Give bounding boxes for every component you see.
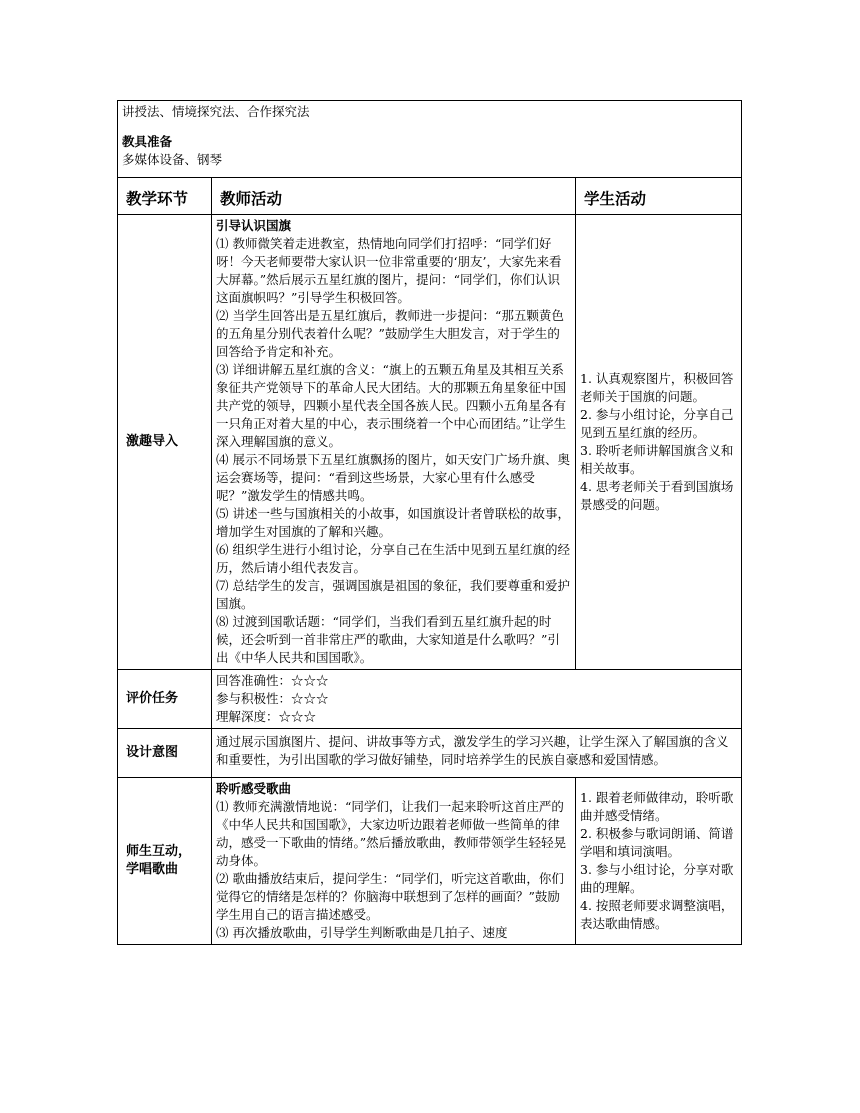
teaching-methods: 讲授法、情境探究法、合作探究法 xyxy=(122,104,310,119)
design-cell xyxy=(212,729,742,778)
section2-stage xyxy=(118,778,212,945)
section2-title: 聆听感受歌曲 xyxy=(216,781,292,796)
section1-teacher-step: ⑺ 总结学生的发言，强调国旗是祖国的象征，我们要尊重和爱护国旗。 xyxy=(216,578,570,611)
header-row xyxy=(118,178,742,215)
section2-stage-line2: 学唱歌曲 xyxy=(126,862,179,877)
section1-student-item: 1. 认真观察图片，积极回答老师关于国旗的问题。 xyxy=(580,371,734,404)
header-student: 学生活动 xyxy=(576,178,742,215)
section1-teacher-cell xyxy=(212,215,576,670)
section1-student-item: 2. 参与小组讨论，分享自己见到五星红旗的经历。 xyxy=(580,407,734,440)
section1-teacher-step: ⑴ 教师微笑着走进教室，热情地向同学们打招呼：“同学们好呀！今天老师要带大家认识一位非常重要的‘朋友’，大家先来看大屏幕。”然后展示五星红旗的图片，提问：“同学们，你们认识这面旗帜吗？”引导学生积极回答。 xyxy=(216,236,562,305)
lesson-plan-page xyxy=(117,100,741,945)
section2-teacher-step: ⑶ 再次播放歌曲，引导学生判断歌曲是几拍子、速度 xyxy=(216,925,508,940)
intro-row xyxy=(118,101,742,178)
section2-student-item: 2. 积极参与歌词朗诵、简谱学唱和填词演唱。 xyxy=(580,826,734,859)
section2-teacher-step: ⑴ 教师充满激情地说：“同学们，让我们一起来聆听这首庄严的《中华人民共和国国歌》，大家边听边跟着老师做一些简单的律动，感受一下歌曲的情绪。”然后播放歌曲，教师带领学生轻轻晃动身体。 xyxy=(216,799,567,868)
design-row xyxy=(118,729,742,778)
section1-teacher-step: ⑻ 过渡到国歌话题：“同学们，当我们看到五星红旗升起的时候，还会听到一首非常庄严的歌曲，大家知道是什么歌吗？”引出《中华人民共和国国歌》。 xyxy=(216,614,560,665)
section1-student-item: 4. 思考老师关于看到国旗场景感受的问题。 xyxy=(580,479,734,512)
section2-row xyxy=(118,778,742,945)
prep-items: 多媒体设备、钢琴 xyxy=(122,152,223,167)
evaluation-cell xyxy=(212,670,742,729)
evaluation-item: 理解深度：☆☆☆ xyxy=(216,709,317,724)
section1-stage: 激趣导入 xyxy=(118,215,212,670)
section2-student-cell xyxy=(576,778,742,945)
lesson-plan-table xyxy=(117,100,742,945)
evaluation-stage: 评价任务 xyxy=(118,670,212,729)
section1-teacher-step: ⑵ 当学生回答出是五星红旗后，教师进一步提问：“那五颗黄色的五角星分别代表着什么呢？”鼓励学生大胆发言，对于学生的回答给予肯定和补充。 xyxy=(216,308,564,359)
section1-teacher-step: ⑸ 讲述一些与国旗相关的小故事，如国旗设计者曾联松的故事，增加学生对国旗的了解和兴趣。 xyxy=(216,506,570,539)
section2-student-item: 1. 跟着老师做律动，聆听歌曲并感受情绪。 xyxy=(580,790,734,823)
section1-teacher-step: ⑶ 详细讲解五星红旗的含义：“旗上的五颗五角星及其相互关系象征共产党领导下的革命人民大团结。大的那颗五角星象征中国共产党的领导，四颗小星代表全国各族人民。四颗小五角星各有一只角正对着大星的中心，表示围绕着一个中心而团结。”让学生深入理解国旗的意义。 xyxy=(216,362,567,449)
section1-teacher-step: ⑹ 组织学生进行小组讨论，分享自己在生活中见到五星红旗的经历，然后请小组代表发言。 xyxy=(216,542,570,575)
section2-stage-line1: 师生互动， xyxy=(126,844,192,859)
section1-student-item: 3. 聆听老师讲解国旗含义和相关故事。 xyxy=(580,443,734,476)
design-stage: 设计意图 xyxy=(118,729,212,778)
section2-teacher-cell xyxy=(212,778,576,945)
section2-teacher-step: ⑵ 歌曲播放结束后，提问学生：“同学们，听完这首歌曲，你们觉得它的情绪是怎样的？你脑海中联想到了怎样的画面？”鼓励学生用自己的语言描述感受。 xyxy=(216,871,564,922)
section1-teacher-step: ⑷ 展示不同场景下五星红旗飘扬的图片，如天安门广场升旗、奥运会赛场等，提问：“看到这些场景，大家心里有什么感受呢？”激发学生的情感共鸣。 xyxy=(216,452,570,503)
header-teacher: 教师活动 xyxy=(212,178,576,215)
section2-student-item: 4. 按照老师要求调整演唱，表达歌曲情感。 xyxy=(580,898,734,931)
section1-row xyxy=(118,215,742,670)
evaluation-row xyxy=(118,670,742,729)
evaluation-item: 参与积极性：☆☆☆ xyxy=(216,691,329,706)
design-text: 通过展示国旗图片、提问、讲故事等方式，激发学生的学习兴趣，让学生深入了解国旗的含义和重要性，为引出国歌的学习做好铺垫，同时培养学生的民族自豪感和爱国情感。 xyxy=(216,734,729,767)
header-stage: 教学环节 xyxy=(118,178,212,215)
evaluation-item: 回答准确性：☆☆☆ xyxy=(216,673,329,688)
prep-heading: 教具准备 xyxy=(122,134,173,149)
section1-student-cell xyxy=(576,215,742,670)
intro-cell xyxy=(118,101,742,178)
section2-student-item: 3. 参与小组讨论，分享对歌曲的理解。 xyxy=(580,862,734,895)
section1-title: 引导认识国旗 xyxy=(216,218,292,233)
